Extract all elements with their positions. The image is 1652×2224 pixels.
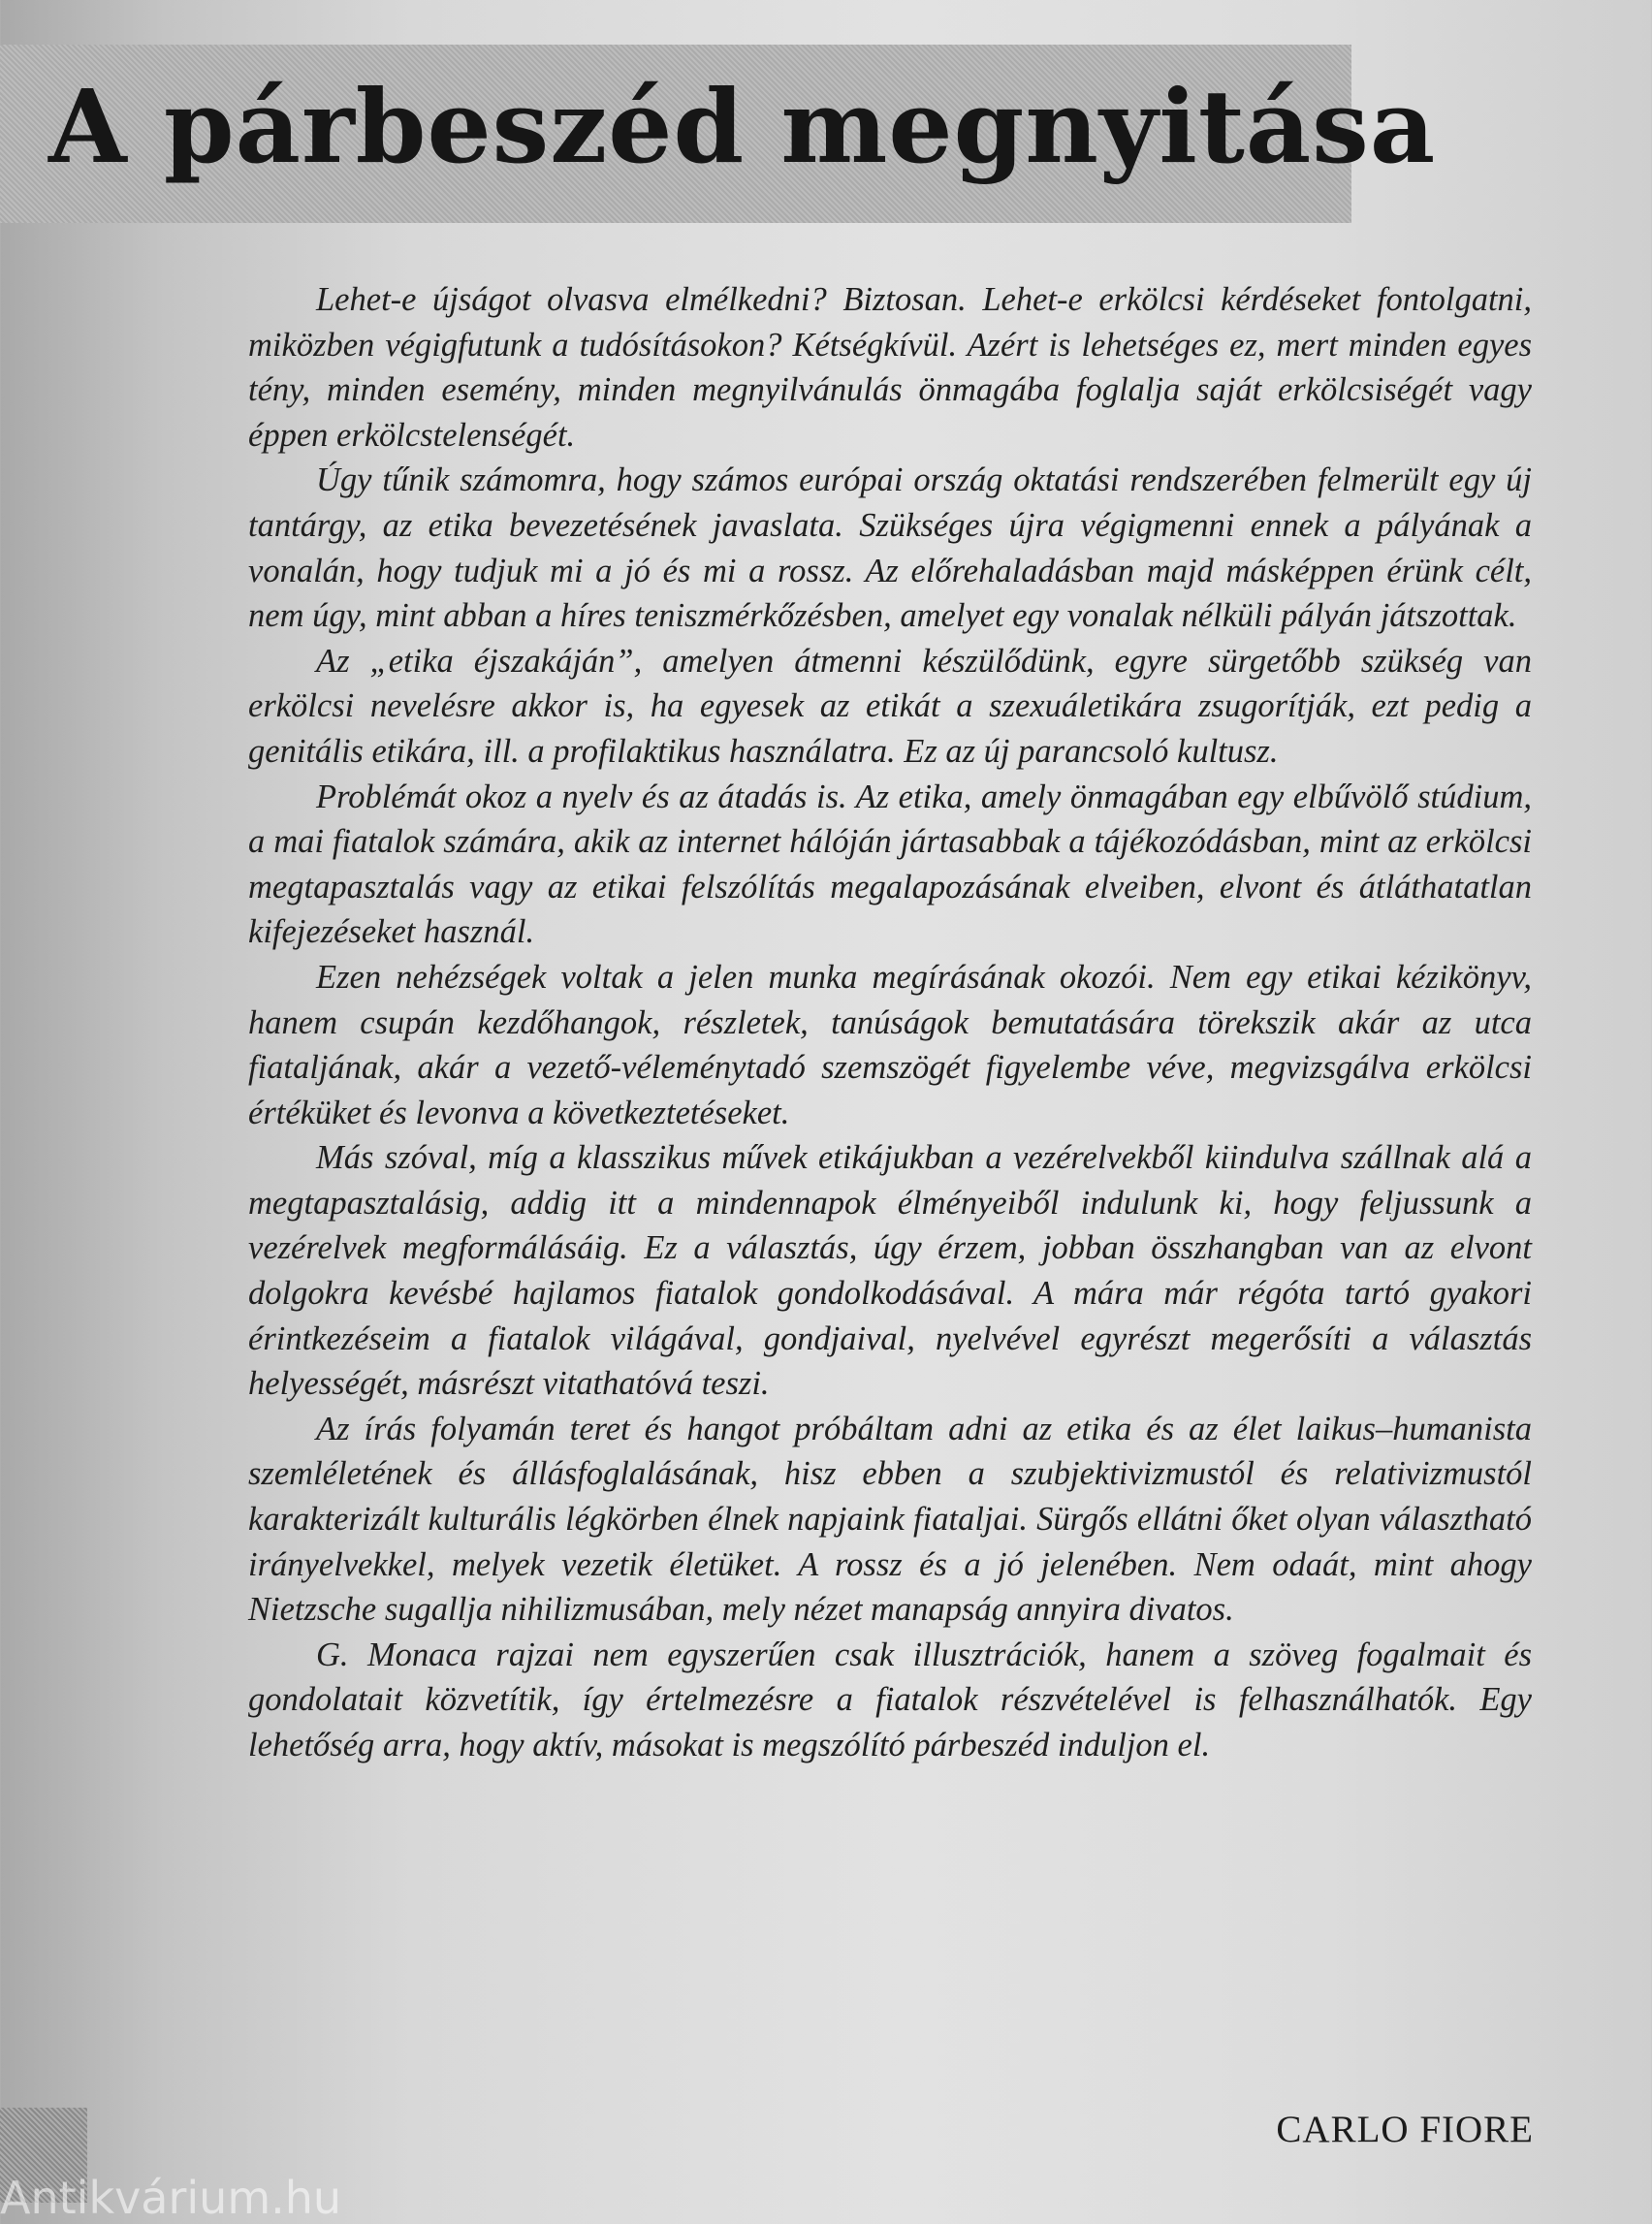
watermark: Antikvárium.hu xyxy=(0,2172,342,2224)
paragraph-2: Úgy tűnik számomra, hogy számos európai ország oktatási rendszerében felmerült egy új tantárgy, az etika bevezetésének javaslata. Szükséges újra végigmenni ennek a pályának a vonalán, hogy tudjuk mi a jó és mi a rossz. Az előrehaladásban majd másképpen érünk célt, nem úgy, mint abban a híres teniszmérkőzésben, amelyet egy vonalak nélküli pályán játszottak. xyxy=(248,461,1532,635)
page-title: A párbeszéd megnyitása xyxy=(48,67,1437,186)
paragraph-3: Az „etika éjszakáján”, amelyen átmenni készülődünk, egyre sürgetőbb szükség van erkölcsi nevelésre akkor is, ha egyesek az etikát a szexuáletikára zsugorítják, ezt pedig a genitális etikára, ill. a profilaktikus használatra. Ez az új parancsoló kultusz. xyxy=(248,642,1532,770)
paragraph-6: Más szóval, míg a klasszikus művek etikájukban a vezérelvekből kiindulva szállnak alá a megtapasztalásig, addig itt a mindennapok élményeiből indulunk ki, hogy feljussunk a vezérelvek megformálásáig. Ez a választás, úgy érzem, jobban összhangban van az elvont dolgokra kevésbé hajlamos fiatalok gondolkodásával. A mára már régóta tartó gyakori érintkezéseim a fiatalok világával, gondjaival, nyelvével egyrészt megerősíti a választás helyességét, másrészt vitathatóvá teszi. xyxy=(248,1139,1532,1403)
paragraph-7: Az írás folyamán teret és hangot próbáltam adni az etika és az élet laikus–humanista szemléletének és állásfoglalásának, hisz ebben a szubjektivizmustól és relativizmustól karakterizált kulturális légkörben élnek napjaink fiataljai. Sürgős ellátni őket olyan választható irányelvekkel, melyek vezetik életüket. A rossz és a jó jelenében. Nem odaát, mint ahogy Nietzsche sugallja nihilizmusában, mely nézet manapság annyira divatos. xyxy=(248,1410,1532,1629)
paragraph-1: Lehet-e újságot olvasva elmélkedni? Biztosan. Lehet-e erkölcsi kérdéseket fontolgatni, miközben végigfutunk a tudósításokon? Kétségkívül. Azért is lehetséges ez, mert minden egyes tény, minden esemény, minden megnyilvánulás önmagába foglalja saját erkölcsiségét vagy éppen erkölcstelenségét. xyxy=(248,281,1532,454)
paragraph-5: Ezen nehézségek voltak a jelen munka megírásának okozói. Nem egy etikai kézikönyv, hanem csupán kezdőhangok, részletek, tanúságok bemutatására törekszik akár az utca fiataljának, akár a vezető-véleménytadó szemszögét figyelembe véve, megvizsgálva erkölcsi értéküket és levonva a következtetéseket. xyxy=(248,958,1532,1131)
author-signature: CARLO FIORE xyxy=(1276,2109,1534,2150)
paragraph-8: G. Monaca rajzai nem egyszerűen csak illusztrációk, hanem a szöveg fogalmait és gondolatait közvetítik, így értelmezésre a fiatalok részvételével is felhasználhatók. Egy lehetőség arra, hogy aktív, másokat is megszólító párbeszéd induljon el. xyxy=(248,1636,1532,1763)
article-body xyxy=(248,277,1532,1768)
paragraph-4: Problémát okoz a nyelv és az átadás is. Az etika, amely önmagában egy elbűvölő stúdium, a mai fiatalok számára, akik az internet hálóján jártasabbak a tájékozódásban, mint az erkölcsi megtapasztalás vagy az etikai felszólítás megalapozásának elveiben, elvont és átláthatatlan kifejezéseket használ. xyxy=(248,778,1532,951)
